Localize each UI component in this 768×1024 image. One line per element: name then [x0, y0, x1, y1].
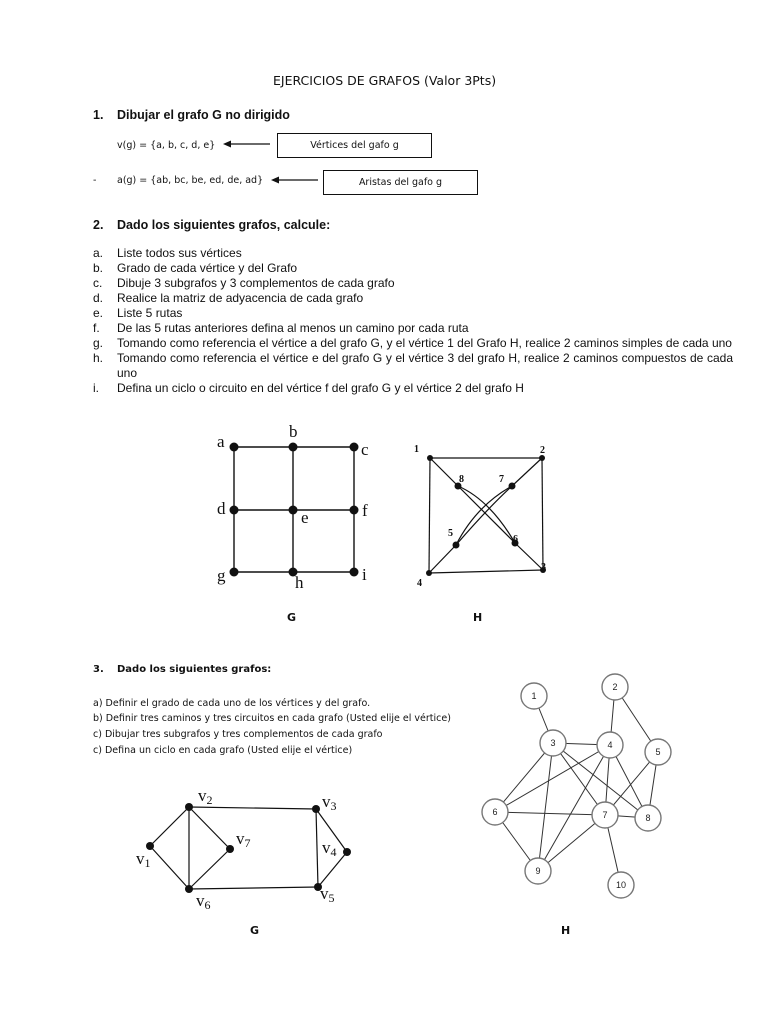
vertex-a: [230, 443, 239, 452]
list-text: Grado de cada vértice y del Grafo: [117, 261, 298, 275]
h3-label-9: 9: [535, 866, 541, 876]
list-text: Liste todos sus vértices: [117, 246, 242, 260]
q3-graph-g-caption: G: [250, 924, 260, 937]
q1-vertices-set: v(g) = {a, b, c, d, e}: [117, 140, 216, 151]
list-item: [93, 306, 733, 321]
label-f: f: [362, 501, 368, 520]
h-label-7: 7: [499, 474, 504, 485]
q2-task-list: [93, 246, 733, 396]
page-title: EJERCICIOS DE GRAFOS (Valor 3Pts): [273, 73, 497, 88]
vertex-b: [289, 443, 298, 452]
q3-item-d: c) Defina un ciclo en cada grafo (Usted elije el vértice): [93, 745, 353, 756]
h-node-7: [509, 483, 516, 490]
h3-label-7: 7: [602, 810, 608, 820]
list-text: Realice la matriz de adyacencia de cada grafo: [117, 291, 364, 305]
list-marker: e.: [93, 306, 104, 320]
q2-graph-g-caption: G: [287, 611, 297, 624]
label-d: d: [217, 499, 226, 518]
v-node-3: [312, 805, 320, 813]
list-marker: a.: [93, 246, 104, 260]
list-text: De las 5 rutas anteriores defina al menos un camino por cada ruta: [117, 321, 469, 335]
list-text: Dibuje 3 subgrafos y 3 complementos de cada grafo: [117, 276, 395, 290]
h3-label-6: 6: [492, 807, 498, 817]
label-e: e: [301, 508, 309, 527]
q2-number: 2.: [93, 218, 104, 232]
list-text: Liste 5 rutas: [117, 306, 183, 320]
label-h: h: [295, 573, 304, 592]
q2-graph-g: [205, 418, 390, 593]
h3-label-5: 5: [655, 747, 661, 757]
list-item: [93, 321, 733, 336]
v-node-2: [185, 803, 193, 811]
list-marker: b.: [93, 261, 104, 275]
h-label-1: 1: [414, 444, 419, 455]
q3-graph-h: [470, 665, 680, 905]
v-node-6: [185, 885, 193, 893]
q3-heading: Dado los siguientes grafos:: [117, 664, 272, 675]
vertex-c: [350, 443, 359, 452]
label-g: g: [217, 566, 226, 585]
h-node-5: [453, 542, 460, 549]
h-label-2: 2: [540, 445, 545, 456]
list-text: Tomando como referencia el vértice a del grafo G, y el vértice 1 del Grafo H, realice 2 caminos simples de cada uno: [117, 336, 732, 350]
vertex-i: [350, 568, 359, 577]
h3-label-10: 10: [615, 880, 627, 890]
label-c: c: [361, 440, 369, 459]
q1-edges-bullet: -: [93, 175, 97, 186]
q2-graph-h: [410, 438, 560, 593]
v-node-4: [343, 848, 351, 856]
list-item: [93, 336, 733, 351]
q2-graph-h-caption: H: [473, 611, 483, 624]
list-marker: f.: [93, 321, 100, 335]
q1-vertices-label-box: [277, 133, 432, 158]
list-text: Defina un ciclo o circuito en del vértice f del grafo G y el vértice 2 del grafo H: [117, 381, 524, 395]
q3-graph-h-caption: H: [561, 924, 571, 937]
list-item: [93, 276, 733, 291]
list-marker: c.: [93, 276, 103, 290]
h-label-6: 6: [513, 534, 518, 545]
list-item: [93, 261, 733, 276]
h-label-5: 5: [448, 528, 453, 539]
list-item: [93, 351, 733, 381]
v-label-4: v4: [322, 838, 337, 859]
v-label-3: v3: [322, 792, 337, 813]
q1-edges-set: a(g) = {ab, bc, be, ed, de, ad}: [117, 175, 264, 186]
v-label-2: v2: [198, 786, 213, 807]
h-label-3: 3: [541, 562, 546, 573]
list-marker: d.: [93, 291, 104, 305]
v-label-6: v6: [196, 891, 211, 912]
h-label-4: 4: [417, 578, 422, 589]
list-marker: g.: [93, 336, 104, 350]
h3-label-8: 8: [645, 813, 651, 823]
q1-edges-label: Aristas del gafo g: [358, 177, 443, 188]
label-i: i: [362, 565, 367, 584]
list-item: [93, 291, 733, 306]
q1-edges-label-box: [323, 170, 478, 195]
vertex-e: [289, 506, 298, 515]
q3-number: 3.: [93, 664, 104, 675]
q1-vertices-arrow: [222, 136, 272, 152]
list-item: [93, 246, 733, 261]
q3-item-a: a) Definir el grado de cada uno de los vértices y del grafo.: [93, 698, 371, 709]
h-node-1: [427, 455, 433, 461]
q3-item-c: c) Dibujar tres subgrafos y tres complementos de cada grafo: [93, 729, 383, 740]
list-text: Tomando como referencia el vértice e del grafo G y el vértice 3 del grafo H, realice 2 caminos compuestos de cada uno: [117, 351, 733, 380]
h-label-8: 8: [459, 474, 464, 485]
q3-graph-g: [130, 780, 370, 920]
vertex-d: [230, 506, 239, 515]
list-marker: h.: [93, 351, 104, 365]
h3-label-4: 4: [607, 740, 613, 750]
h3-label-1: 1: [531, 691, 537, 701]
list-item: [93, 381, 733, 396]
vertex-f: [350, 506, 359, 515]
label-b: b: [289, 422, 298, 441]
q2-heading: Dado los siguientes grafos, calcule:: [117, 218, 331, 232]
h3-label-2: 2: [612, 682, 618, 692]
v-label-5: v5: [320, 884, 335, 905]
vertex-g: [230, 568, 239, 577]
q1-vertices-label: Vértices del gafo g: [310, 140, 399, 151]
list-marker: i.: [93, 381, 99, 395]
q3-item-b: b) Definir tres caminos y tres circuitos en cada grafo (Usted elije el vértice): [93, 713, 451, 724]
v-label-1: v1: [136, 849, 151, 870]
h-node-4: [426, 570, 432, 576]
v-label-7: v7: [236, 829, 251, 850]
label-a: a: [217, 432, 225, 451]
q1-heading: Dibujar el grafo G no dirigido: [117, 108, 290, 122]
v-node-1: [146, 842, 154, 850]
h3-label-3: 3: [550, 738, 556, 748]
q1-edges-arrow: [270, 172, 320, 188]
v-node-7: [226, 845, 234, 853]
q1-number: 1.: [93, 108, 104, 122]
